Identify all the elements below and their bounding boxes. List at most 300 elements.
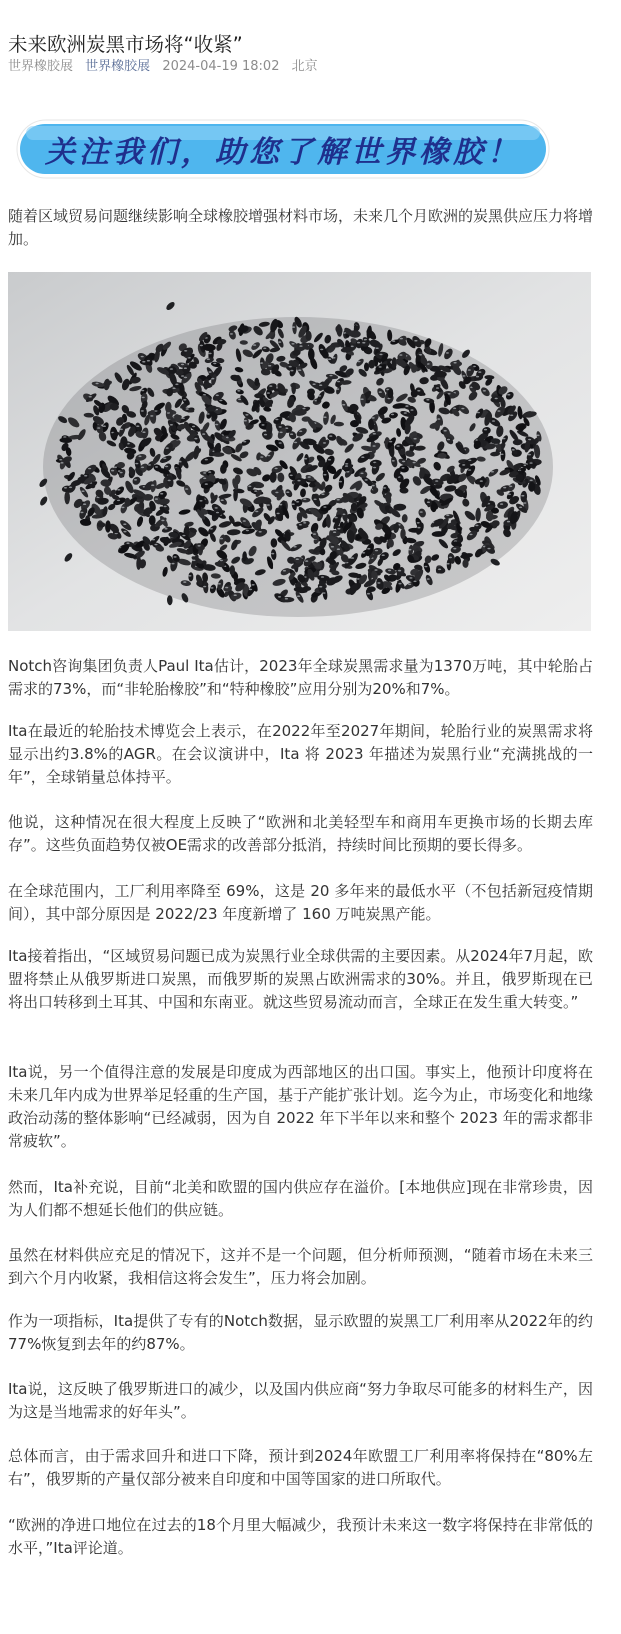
pellet-highlight xyxy=(163,458,166,460)
pellet-highlight xyxy=(404,412,407,414)
pellet-highlight xyxy=(291,343,294,345)
pellet-highlight xyxy=(221,499,224,501)
pellet-highlight xyxy=(253,344,256,346)
pellet-highlight xyxy=(160,493,163,495)
pellet-highlight xyxy=(512,449,515,451)
paragraph-6: Ita说，另一个值得注意的发展是印度成为西部地区的出口国。事实上，他预计印度将在未来几年内成为世界举足轻重的生产国，基于产能扩张计划。迄今为止，市场变化和地缘政治动荡的整体影响“已经减弱，因为自 2022 年下半年以来和整个 2023 年的需求都非常疲软”。 xyxy=(8,1063,594,1150)
pellet-highlight xyxy=(210,528,213,530)
pellet-highlight xyxy=(357,361,360,363)
pellet-highlight xyxy=(181,375,184,377)
pellet-highlight xyxy=(313,533,316,535)
pellet-highlight xyxy=(142,431,145,433)
pellet-highlight xyxy=(152,539,155,541)
pellet-highlight xyxy=(296,501,299,503)
pellet-highlight xyxy=(484,429,487,431)
pellet-highlight xyxy=(500,454,503,456)
pellet-highlight xyxy=(237,390,240,392)
pellet-highlight xyxy=(184,367,187,369)
pellet-highlight xyxy=(374,569,377,571)
pellet-highlight xyxy=(121,507,124,509)
pellet-highlight xyxy=(141,356,144,358)
pellet-highlight xyxy=(260,456,263,458)
pellet-highlight xyxy=(203,478,206,480)
paragraph-10: Ita说，这反映了俄罗斯进口的减少，以及国内供应商“努力争取尽可能多的材料生产，因为这是当地需求的好年头”。 xyxy=(8,1380,593,1421)
pellet-highlight xyxy=(60,462,63,464)
pellet-highlight xyxy=(376,347,379,349)
pellet-highlight xyxy=(337,381,340,383)
pellet-highlight xyxy=(155,498,158,500)
pellet-highlight xyxy=(141,390,144,392)
pellet-highlight xyxy=(208,371,211,373)
pellet-highlight xyxy=(263,348,266,350)
pellet-highlight xyxy=(373,433,376,435)
pellet-highlight xyxy=(271,553,274,555)
pellet xyxy=(188,572,193,581)
pellet-highlight xyxy=(138,456,141,458)
pellet-highlight xyxy=(290,475,293,477)
pellet-highlight xyxy=(150,415,153,417)
pellets-image xyxy=(8,272,591,631)
pellet-highlight xyxy=(254,490,257,492)
pellet-highlight xyxy=(367,548,370,550)
pellet-highlight xyxy=(336,388,339,390)
pellet-highlight xyxy=(519,507,522,509)
pellet-highlight xyxy=(135,463,138,465)
pellet-highlight xyxy=(170,424,173,426)
pellet-highlight xyxy=(298,369,301,371)
pellet-highlight xyxy=(215,507,218,509)
pellet-highlight xyxy=(303,522,306,524)
pellet-highlight xyxy=(277,513,280,515)
pellet-highlight xyxy=(183,399,186,401)
pellet-highlight xyxy=(400,338,403,340)
pellet-highlight xyxy=(361,398,364,400)
pellet-highlight xyxy=(117,489,120,491)
pellet-highlight xyxy=(170,368,173,370)
pellet-highlight xyxy=(97,427,100,429)
pellet-highlight xyxy=(192,426,195,428)
pellet-highlight xyxy=(503,487,506,489)
pellet-highlight xyxy=(84,475,87,477)
pellet-highlight xyxy=(391,414,394,416)
pellet-highlight xyxy=(528,454,531,456)
pellet xyxy=(266,423,272,435)
pellet-highlight xyxy=(401,467,404,469)
pellet-highlight xyxy=(399,354,402,356)
pellet-highlight xyxy=(446,515,449,517)
pellet-highlight xyxy=(181,364,184,366)
pellet-highlight xyxy=(64,487,67,489)
pellet-highlight xyxy=(424,566,427,568)
pellet-highlight xyxy=(329,435,332,437)
pellet-highlight xyxy=(507,394,510,396)
pellet-highlight xyxy=(449,557,452,559)
pellet-highlight xyxy=(255,511,258,513)
paragraph-3: 他说，这种情况在很大程度上反映了“欧洲和北美轻型车和商用车更换市场的长期去库存”。这些负面趋势仅被OE需求的改善部分抵消，持续时间比预期的要长得多。 xyxy=(8,813,593,854)
pellet-highlight xyxy=(502,438,505,440)
pellet-highlight xyxy=(373,445,376,447)
pellet-highlight xyxy=(285,598,288,600)
pellet-highlight xyxy=(245,414,248,416)
pellet-highlight xyxy=(164,528,167,530)
pellet-highlight xyxy=(209,353,212,355)
pellet-highlight xyxy=(123,523,126,525)
pellet-highlight xyxy=(175,384,178,386)
pellet-highlight xyxy=(211,378,214,380)
pellet-highlight xyxy=(267,504,270,506)
pellet-highlight xyxy=(275,492,278,494)
pellet-highlight xyxy=(142,397,145,399)
follow-banner xyxy=(16,119,550,179)
pellet-highlight xyxy=(375,550,378,552)
pellet-highlight xyxy=(413,462,416,464)
pellet-highlight xyxy=(362,552,365,554)
pellet-highlight xyxy=(446,352,449,354)
pellet-highlight xyxy=(417,527,420,529)
pellet-highlight xyxy=(192,560,195,562)
pellet-highlight xyxy=(279,442,282,444)
pellet-highlight xyxy=(319,586,322,588)
pellet-highlight xyxy=(530,462,533,464)
pellet-highlight xyxy=(508,494,511,496)
pellet-highlight xyxy=(438,569,441,571)
pellet-highlight xyxy=(182,535,185,537)
pellet-highlight xyxy=(219,400,222,402)
pellet-highlight xyxy=(183,581,186,583)
pellet-highlight xyxy=(382,554,385,556)
pellet-highlight xyxy=(389,441,392,443)
pellet-highlight xyxy=(161,520,164,522)
pellet-highlight xyxy=(166,447,169,449)
pellet-highlight xyxy=(379,354,382,356)
pellet-highlight xyxy=(392,340,395,342)
pellet-highlight xyxy=(345,465,348,467)
meta-datetime: 2024-04-19 18:02 xyxy=(162,59,280,74)
pellet-highlight xyxy=(203,586,206,588)
pellet-highlight xyxy=(360,473,363,475)
pellet-highlight xyxy=(444,430,447,432)
intro-paragraph: 随着区域贸易问题继续影响全球橡胶增强材料市场，未来几个月欧洲的炭黑供应压力将增加。 xyxy=(8,207,594,248)
pellet-highlight xyxy=(205,459,208,461)
pellet-highlight xyxy=(267,392,270,394)
pellet-highlight xyxy=(205,483,208,485)
pellet-highlight xyxy=(89,396,92,398)
pellet-highlight xyxy=(148,464,151,466)
pellet-highlight xyxy=(280,432,283,434)
pellet-highlight xyxy=(323,506,326,508)
pellet-highlight xyxy=(96,383,99,385)
pellet-highlight xyxy=(207,358,210,360)
pellet-highlight xyxy=(141,467,144,469)
pellet-highlight xyxy=(468,460,471,462)
pellet-highlight xyxy=(168,480,171,482)
paragraph-9: 作为一项指标，Ita提供了专有的Notch数据，显示欧盟的炭黑工厂利用率从2022年的约77%恢复到去年的约87%。 xyxy=(8,1312,593,1353)
pellet-highlight xyxy=(244,420,247,422)
pellet-highlight xyxy=(275,419,278,421)
pellet-highlight xyxy=(402,461,405,463)
pellet-highlight xyxy=(294,546,297,548)
pellet-highlight xyxy=(427,501,430,503)
paragraph-8: 虽然在材料供应充足的情况下，这并不是一个问题，但分析师预测，“随着市场在未来三到六个月内收紧，我相信这将会发生”，压力将会加剧。 xyxy=(8,1246,593,1287)
pellet-highlight xyxy=(279,426,282,428)
article-title: 未来欧洲炭黑市场将“收紧” xyxy=(8,33,243,57)
pellet-highlight xyxy=(185,488,188,490)
pellet-highlight xyxy=(286,491,289,493)
pellet-highlight xyxy=(308,476,311,478)
pellet-highlight xyxy=(202,433,205,435)
pellet-highlight xyxy=(437,418,440,420)
pellet-highlight xyxy=(323,416,326,418)
paragraph-4: 在全球范围内，工厂利用率降至 69%，这是 20 多年来的最低水平（不包括新冠疫情期间），其中部分原因是 2022/23 年度新增了 160 万吨炭黑产能。 xyxy=(8,882,593,923)
pellet-highlight xyxy=(475,525,478,527)
pellet-highlight xyxy=(372,485,375,487)
pellet-highlight xyxy=(500,503,503,505)
pellet-highlight xyxy=(184,350,187,352)
pellet-highlight xyxy=(530,480,533,482)
pellet-highlight xyxy=(487,548,490,550)
pellet-highlight xyxy=(141,410,144,412)
pellet-highlight xyxy=(414,438,417,440)
pellet-highlight xyxy=(290,433,293,435)
pellet-highlight xyxy=(142,361,145,363)
pellet-highlight xyxy=(321,576,324,578)
pellet-highlight xyxy=(426,399,429,401)
pellet-highlight xyxy=(243,441,246,443)
meta-location: 北京 xyxy=(291,59,318,74)
pellet-highlight xyxy=(468,469,471,471)
pellet-highlight xyxy=(379,366,382,368)
meta-account-link[interactable]: 世界橡胶展 xyxy=(85,59,151,74)
pellet-highlight xyxy=(216,512,219,514)
pellet-highlight xyxy=(188,575,191,577)
pellet-highlight xyxy=(332,357,335,359)
pellet-highlight xyxy=(174,556,177,558)
pellet-highlight xyxy=(111,470,114,472)
pellet-highlight xyxy=(321,493,324,495)
pellet-highlight xyxy=(405,405,408,407)
pellet-highlight xyxy=(320,349,323,351)
pellet-highlight xyxy=(510,415,513,417)
paragraph-7: 然而，Ita补充说，目前“北美和欧盟的国内供应存在溢价。[本地供应]现在非常珍贵，因为人们都不想延长他们的供应链。 xyxy=(8,1178,593,1219)
pellet-highlight xyxy=(216,395,219,397)
pellet-highlight xyxy=(275,468,278,470)
pellet-highlight xyxy=(409,577,412,579)
paragraph-12: “欧洲的净进口地位在过去的18个月里大幅减少，我预计未来这一数字将保持在非常低的水平，”Ita评论道。 xyxy=(8,1516,593,1557)
pellet-highlight xyxy=(171,563,174,565)
pellet-highlight xyxy=(436,387,439,389)
pellet-highlight xyxy=(225,587,228,589)
pellet-highlight xyxy=(329,375,332,377)
pellet-highlight xyxy=(397,445,400,447)
pellet-highlight xyxy=(478,371,481,373)
pellet-highlight xyxy=(292,326,295,328)
pellet-highlight xyxy=(218,583,221,585)
pellet-highlight xyxy=(461,408,464,410)
pellet-highlight xyxy=(462,464,465,466)
pellet-highlight xyxy=(80,512,83,514)
paragraph-1: Notch咨询集团负责人Paul Ita估计，2023年全球炭黑需求量为1370万吨，其中轮胎占需求的73%，而“非轮胎橡胶”和“特种橡胶”应用分别为20%和7%。 xyxy=(8,657,593,698)
pellet-highlight xyxy=(335,517,338,519)
pellet-highlight xyxy=(477,412,480,414)
pellet-highlight xyxy=(447,439,450,441)
pellet-highlight xyxy=(299,431,302,433)
pellet-highlight xyxy=(345,463,348,465)
pellet-highlight xyxy=(322,592,325,594)
pellet-highlight xyxy=(283,570,286,572)
pellet-highlight xyxy=(198,545,201,547)
pellet-highlight xyxy=(337,528,340,530)
pellet-highlight xyxy=(435,480,438,482)
pellet xyxy=(486,511,493,522)
pellet-highlight xyxy=(377,582,380,584)
pellet-highlight xyxy=(351,557,354,559)
pellet-highlight xyxy=(318,395,321,397)
pellet-highlight xyxy=(194,438,197,440)
pellet-highlight xyxy=(314,499,317,501)
pellet-highlight xyxy=(417,390,420,392)
pellet-highlight xyxy=(249,589,252,591)
pellet-highlight xyxy=(521,495,524,497)
pellet-highlight xyxy=(259,531,262,533)
pellet-highlight xyxy=(154,544,157,546)
banner-text: 关注我们，助您了解世界橡胶！ xyxy=(45,135,521,170)
pellet-highlight xyxy=(337,499,340,501)
pellet-highlight xyxy=(323,474,326,476)
pellet-highlight xyxy=(495,398,498,400)
pellet-highlight xyxy=(362,342,365,344)
pellet-highlight xyxy=(252,584,255,586)
pellet-highlight xyxy=(299,524,302,526)
pellet-highlight xyxy=(305,560,308,562)
pellet-highlight xyxy=(469,534,472,536)
pellet-highlight xyxy=(165,466,168,468)
pellet-highlight xyxy=(420,511,423,513)
pellet-highlight xyxy=(357,342,360,344)
pellet-highlight xyxy=(297,480,300,482)
pellet-highlight xyxy=(398,583,401,585)
pellet-highlight xyxy=(497,410,500,412)
pellet-highlight xyxy=(182,418,185,420)
pellet-highlight xyxy=(186,408,189,410)
pellet-highlight xyxy=(290,370,293,372)
pellet-highlight xyxy=(492,420,495,422)
pellet-highlight xyxy=(303,498,306,500)
pellet-highlight xyxy=(365,479,368,481)
pellet-highlight xyxy=(417,522,420,524)
pellet-highlight xyxy=(136,425,139,427)
pellet xyxy=(254,378,259,386)
pellet-highlight xyxy=(388,570,391,572)
pellet-highlight xyxy=(408,584,411,586)
pellet-highlight xyxy=(410,445,413,447)
paragraph-5: Ita接着指出，“区域贸易问题已成为炭黑行业全球供需的主要因素。从2024年7月起，欧盟将禁止从俄罗斯进口炭黑，而俄罗斯的炭黑占欧洲需求的30%。并且，俄罗斯现在已将出口转移到土耳其、中国和东南亚。就这些贸易流动而言，全球正在发生重大转变。” xyxy=(8,947,593,1011)
paragraph-2: Ita在最近的轮胎技术博览会上表示，在2022年至2027年期间，轮胎行业的炭黑需求将显示出约3.8%的AGR。在会议演讲中，Ita 将 2023 年描述为炭黑行业“充满挑战的一年”，全球销量总体持平。 xyxy=(8,722,593,786)
pellet-highlight xyxy=(215,424,218,426)
pellet-highlight xyxy=(536,435,539,437)
pellet-highlight xyxy=(313,383,316,385)
pellet-highlight xyxy=(392,460,395,462)
pellet-highlight xyxy=(278,341,281,343)
pellet-highlight xyxy=(351,346,354,348)
pellet-highlight xyxy=(246,530,249,532)
pellet-highlight xyxy=(476,376,479,378)
pellet-highlight xyxy=(292,503,295,505)
pellet-highlight xyxy=(261,424,264,426)
meta-source: 世界橡胶展 xyxy=(8,59,74,74)
pellet-highlight xyxy=(337,548,340,550)
pellet-highlight xyxy=(480,480,483,482)
pellet-highlight xyxy=(199,500,202,502)
pellet-highlight xyxy=(88,468,91,470)
carbon-black-pellets-photo xyxy=(8,272,591,631)
pellet-highlight xyxy=(200,345,203,347)
pellet-highlight xyxy=(319,384,322,386)
pellet-highlight xyxy=(333,531,336,533)
pellet-highlight xyxy=(361,456,364,458)
pellet-highlight xyxy=(328,459,331,461)
pellet-highlight xyxy=(410,409,413,411)
pellet xyxy=(291,383,296,395)
pellet-highlight xyxy=(151,484,154,486)
pellet-highlight xyxy=(446,563,449,565)
pellet-highlight xyxy=(427,578,430,580)
pellet-highlight xyxy=(267,455,270,457)
pellet-highlight xyxy=(230,333,233,335)
pellet-highlight xyxy=(120,429,123,431)
pellet-highlight xyxy=(81,490,84,492)
pellet-highlight xyxy=(203,472,206,474)
pellet-highlight xyxy=(123,531,126,533)
pellet-highlight xyxy=(453,548,456,550)
pellet-highlight xyxy=(208,471,211,473)
pellet-highlight xyxy=(454,362,457,364)
pellet-highlight xyxy=(126,542,129,544)
pellet-highlight xyxy=(302,408,305,410)
pellet-highlight xyxy=(294,442,297,444)
pellet-highlight xyxy=(248,486,251,488)
pellet-highlight xyxy=(468,369,471,371)
pellet-highlight xyxy=(491,471,494,473)
pellet-highlight xyxy=(398,570,401,572)
pellet-highlight xyxy=(268,365,271,367)
paragraph-11: 总体而言，由于需求回升和进口下降，预计到2024年欧盟工厂利用率将保持在“80%左右”，俄罗斯的产量仅部分被来自印度和中国等国家的进口所取代。 xyxy=(8,1447,593,1488)
pellet-highlight xyxy=(342,404,345,406)
pellet-highlight xyxy=(328,358,331,360)
pellet-highlight xyxy=(210,587,213,589)
pellet-highlight xyxy=(234,594,237,596)
pellet-highlight xyxy=(243,520,246,522)
pellet-highlight xyxy=(213,363,216,365)
pellet-highlight xyxy=(339,481,342,483)
pellet-highlight xyxy=(414,340,417,342)
pellet-highlight xyxy=(383,487,386,489)
pellet-highlight xyxy=(103,425,106,427)
pellet-highlight xyxy=(408,549,411,551)
pellet-highlight xyxy=(367,593,370,595)
pellet-highlight xyxy=(69,487,72,489)
pellet-highlight xyxy=(155,466,158,468)
pellet-highlight xyxy=(372,417,375,419)
pellet-highlight xyxy=(184,377,187,379)
pellet-highlight xyxy=(278,596,281,598)
pellet xyxy=(294,478,306,485)
pellet-highlight xyxy=(462,375,465,377)
pellet-highlight xyxy=(147,360,150,362)
pellet-highlight xyxy=(120,472,123,474)
pellet-highlight xyxy=(83,503,86,505)
pellet-highlight xyxy=(264,434,267,436)
pellet-highlight xyxy=(269,385,272,387)
